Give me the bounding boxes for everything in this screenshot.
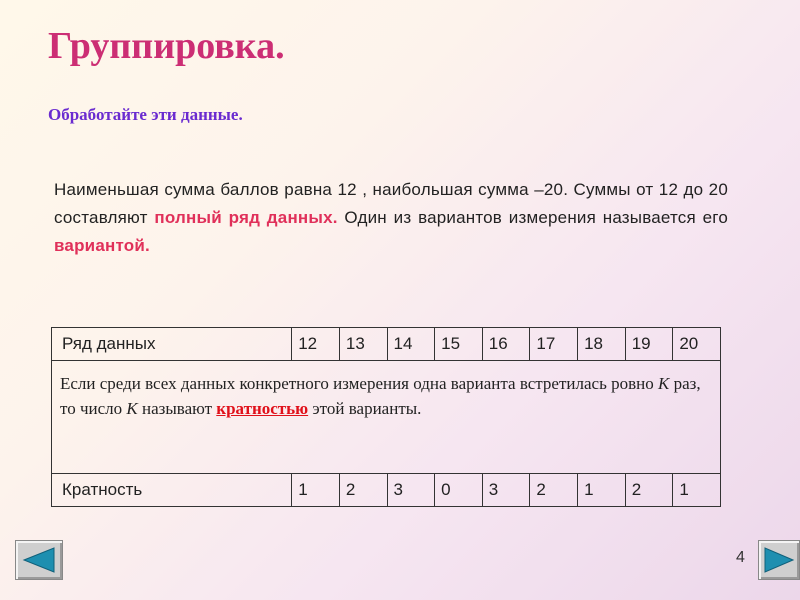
table-cell: 13 xyxy=(339,328,387,361)
table-row-multiplicity xyxy=(52,474,721,507)
table-cell: 17 xyxy=(530,328,578,361)
highlight-variant: вариантой. xyxy=(54,236,150,255)
table-cell: 1 xyxy=(578,474,626,507)
note-text-4: этой варианты. xyxy=(308,399,422,418)
row-label-series: Ряд данных xyxy=(52,328,292,361)
table-cell: 3 xyxy=(482,474,530,507)
highlight-full-series: полный ряд данных. xyxy=(154,208,338,227)
row-label-multiplicity: Кратность xyxy=(52,474,292,507)
table-cell: 3 xyxy=(387,474,435,507)
arrow-right-icon xyxy=(759,541,799,579)
note-k-2: K xyxy=(126,399,138,418)
note-text-3: называют xyxy=(137,399,217,418)
note-text-2: раз, то число xyxy=(60,374,701,418)
intro-paragraph xyxy=(54,176,728,260)
table-cell: 2 xyxy=(530,474,578,507)
table-cell: 19 xyxy=(625,328,673,361)
slide-title: Группировка. xyxy=(48,25,285,67)
paragraph-text-2: Один из вариантов измерения называется его xyxy=(337,208,728,227)
data-table xyxy=(51,327,721,507)
table-cell: 2 xyxy=(625,474,673,507)
table-cell: 12 xyxy=(292,328,340,361)
table-cell: 16 xyxy=(482,328,530,361)
page-number: 4 xyxy=(736,549,745,566)
paragraph-text-1: Наименьшая сумма баллов равна 12 , наибольшая сумма –20. Суммы от 12 до 20 составляют xyxy=(54,180,728,227)
table-row-series xyxy=(52,328,721,361)
prev-slide-button[interactable] xyxy=(15,540,63,580)
table-cell: 18 xyxy=(578,328,626,361)
arrow-left-icon xyxy=(16,541,62,579)
next-slide-button[interactable] xyxy=(758,540,800,580)
table-cell: 15 xyxy=(435,328,483,361)
slide-subtitle: Обработайте эти данные. xyxy=(48,105,243,124)
note-text-1: Если среди всех данных конкретного измерения одна варианта встретилась ровно xyxy=(60,374,658,393)
table-cell: 20 xyxy=(673,328,721,361)
note-keyword-multiplicity: кратностью xyxy=(216,399,309,418)
definition-note xyxy=(52,361,721,474)
table-cell: 14 xyxy=(387,328,435,361)
table-cell: 1 xyxy=(292,474,340,507)
note-k-1: K xyxy=(657,374,670,393)
note-text xyxy=(60,371,712,421)
table-cell: 0 xyxy=(435,474,483,507)
table-cell: 1 xyxy=(673,474,721,507)
table-row-note xyxy=(52,361,721,474)
table-cell: 2 xyxy=(339,474,387,507)
